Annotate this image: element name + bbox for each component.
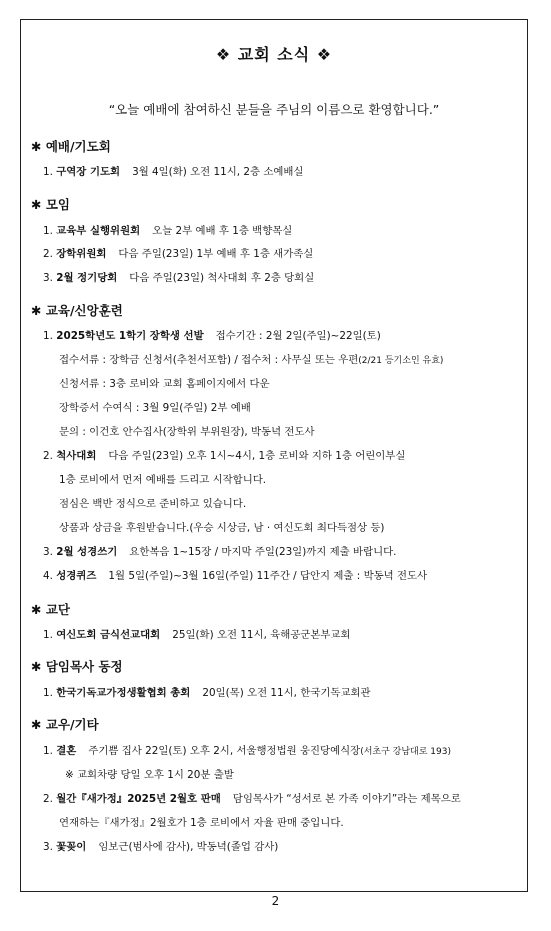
list-item-detail: 접수서류 : 장학금 신청서(추천서포함) / 접수처 : 사무실 또는 우편(2/21 등기소인 유효): [59, 354, 444, 366]
bulletin-page: [20, 19, 528, 892]
section-heading-members: ✱ 교우/기타: [31, 717, 99, 732]
list-item-detail: 장학증서 수여식 : 3월 9일(주일) 2부 예배: [59, 402, 251, 414]
list-item-detail: 신청서류 : 3층 로비와 교회 홈페이지에서 다운: [59, 378, 270, 390]
item-text: 다음 주일(23일) 오후 1시~4시, 1층 로비와 지하 1층 어린이부실: [108, 450, 406, 462]
section-heading-education: ✱ 교육/신앙훈련: [31, 303, 123, 318]
item-label: 2월 정기당회: [56, 272, 118, 284]
section-heading-pastor: ✱ 담임목사 동정: [31, 659, 123, 674]
item-text: 주기쁨 집사 22일(토) 오후 2시, 서울행정법원 웅진당예식장: [88, 745, 361, 757]
list-item: 2. 척사대회 다음 주일(23일) 오후 1시~4시, 1층 로비와 지하 1층 어린이부실: [43, 450, 406, 462]
item-text: 담임목사가 “성서로 본 가족 이야기”라는 제목으로: [232, 793, 461, 805]
list-item-detail: 점심은 백반 정식으로 준비하고 있습니다.: [59, 498, 247, 510]
page-number: 2: [271, 894, 280, 908]
list-item: 3. 꽃꽂이 임보근(범사에 감사), 박동녁(졸업 감사): [43, 841, 279, 853]
item-label: 구역장 기도회: [56, 166, 121, 178]
item-label: 척사대회: [56, 450, 97, 462]
list-item: 2. 월간『새가정』2025년 2월호 판매 담임목사가 “성서로 본 가족 이야기”라는 제목으로: [43, 793, 461, 805]
list-item: 4. 성경퀴즈 1월 5일(주일)~3월 16일(주일) 11주간 / 답안지 제출 : 박동녁 전도사: [43, 570, 428, 582]
section-heading-presbytery: ✱ 교단: [31, 602, 70, 617]
section-heading-worship: ✱ 예배/기도회: [31, 139, 111, 154]
item-text: 접수기간 : 2월 2일(주일)~22일(토): [215, 330, 381, 342]
item-label: 한국기독교가정생활협회 총회: [56, 687, 191, 699]
list-item: 3. 2월 성경쓰기 요한복음 1~15장 / 마지막 주일(23일)까지 제출 바랍니다.: [43, 546, 397, 558]
item-label: 2025학년도 1학기 장학생 선발: [56, 330, 204, 342]
item-label: 성경퀴즈: [56, 570, 97, 582]
section-heading-meeting: ✱ 모임: [31, 197, 70, 212]
list-item-detail: 상품과 상금을 후원받습니다.(우승 시상금, 남 · 여신도회 최다득점상 등): [59, 522, 385, 534]
list-item-detail: ※ 교회차량 당일 오후 1시 20분 출발: [65, 769, 234, 781]
item-text: 오늘 2부 예배 후 1층 백향목실: [152, 225, 293, 237]
list-item: 1. 구역장 기도회 3월 4일(화) 오전 11시, 2층 소예배실: [43, 166, 304, 178]
item-text: 1월 5일(주일)~3월 16일(주일) 11주간 / 답안지 제출 : 박동녁 전도사: [108, 570, 428, 582]
item-label: 여신도회 금식선교대회: [56, 629, 161, 641]
list-item: 1. 결혼 주기쁨 집사 22일(토) 오후 2시, 서울행정법원 웅진당예식장(서초구 강남대로 193): [43, 745, 451, 757]
item-text: 25일(화) 오전 11시, 육해공군본부교회: [172, 629, 351, 641]
list-item: 1. 교육부 실행위원회 오늘 2부 예배 후 1층 백향목실: [43, 225, 293, 237]
item-label: 결혼: [56, 745, 77, 757]
page-title: ❖ 교회 소식 ❖: [215, 45, 333, 64]
item-label: 교육부 실행위원회: [56, 225, 141, 237]
item-label: 2월 성경쓰기: [56, 546, 118, 558]
item-text: 임보근(범사에 감사), 박동녁(졸업 감사): [98, 841, 279, 853]
item-text: 요한복음 1~15장 / 마지막 주일(23일)까지 제출 바랍니다.: [129, 546, 397, 558]
item-text: 다음 주일(23일) 1부 예배 후 1층 새가족실: [118, 248, 314, 260]
list-item: 2. 장학위원회 다음 주일(23일) 1부 예배 후 1층 새가족실: [43, 248, 314, 260]
list-item: 1. 여신도회 금식선교대회 25일(화) 오전 11시, 육해공군본부교회: [43, 629, 351, 641]
item-text: 20일(목) 오전 11시, 한국기독교회관: [202, 687, 371, 699]
list-item-detail: 연재하는『새가정』2월호가 1층 로비에서 자율 판매 중입니다.: [59, 817, 344, 829]
list-item-detail: 문의 : 이건호 안수집사(장학위 부위원장), 박동녁 전도사: [59, 426, 315, 438]
welcome-greeting: “오늘 예배에 참여하신 분들을 주님의 이름으로 환영합니다.”: [108, 102, 440, 117]
list-item: 1. 한국기독교가정생활협회 총회 20일(목) 오전 11시, 한국기독교회관: [43, 687, 371, 699]
item-label: 장학위원회: [56, 248, 107, 260]
list-item-detail: 1층 로비에서 먼저 예배를 드리고 시작합니다.: [59, 474, 267, 486]
item-label: 꽃꽂이: [56, 841, 87, 853]
item-label: 월간『새가정』2025년 2월호 판매: [56, 793, 221, 805]
list-item: 1. 2025학년도 1학기 장학생 선발 접수기간 : 2월 2일(주일)~22일(토): [43, 330, 381, 342]
list-item: 3. 2월 정기당회 다음 주일(23일) 척사대회 후 2층 당회실: [43, 272, 315, 284]
item-text: 3월 4일(화) 오전 11시, 2층 소예배실: [132, 166, 304, 178]
item-text: 다음 주일(23일) 척사대회 후 2층 당회실: [129, 272, 315, 284]
